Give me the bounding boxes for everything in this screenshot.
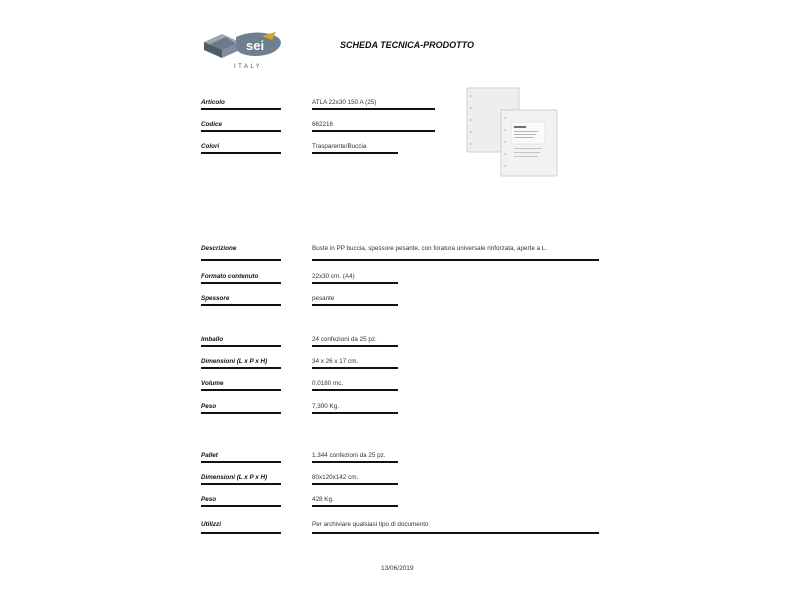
field-label-peso-imballo: Peso — [201, 403, 217, 410]
field-value-colori: Trasparente/Buccia — [312, 143, 367, 150]
field-label-underline — [201, 259, 281, 261]
field-value-spessore: pesante — [312, 295, 335, 302]
field-label-codice: Codice — [201, 121, 222, 128]
field-value-peso-imballo: 7,300 Kg. — [312, 403, 339, 410]
logo-brand-text: sei — [246, 38, 265, 53]
field-value-dimensioni-pallet: 80x120x142 cm. — [312, 474, 359, 481]
field-value-underline — [312, 304, 398, 306]
field-value-pallet: 1.344 confezioni da 25 pz. — [312, 452, 386, 459]
field-value-underline — [312, 259, 599, 261]
field-value-underline — [312, 108, 435, 110]
field-label-formato-contenuto: Formato contenuto — [201, 273, 259, 280]
field-label-underline — [201, 483, 281, 485]
footer-date: 13/06/2019 — [381, 565, 414, 572]
field-value-codice: 662216 — [312, 121, 334, 128]
field-label-underline — [201, 130, 281, 132]
product-image — [465, 86, 560, 180]
field-label-underline — [201, 505, 281, 507]
field-value-peso-pallet: 428 Kg. — [312, 496, 334, 503]
field-label-underline — [201, 412, 281, 414]
field-value-underline — [312, 367, 398, 369]
field-label-dimensioni-pallet: Dimensioni (L x P x H) — [201, 474, 268, 481]
logo-subtext: ITALY — [234, 64, 263, 70]
field-value-underline — [312, 532, 599, 534]
field-value-utilizzi: Per archiviare qualsiasi tipo di documento — [312, 521, 429, 528]
field-label-underline — [201, 152, 281, 154]
field-label-descrizione: Descrizione — [201, 245, 237, 252]
field-value-formato-contenuto: 22x30 cm. (A4) — [312, 273, 355, 280]
field-value-underline — [312, 282, 398, 284]
field-label-spessore: Spessore — [201, 295, 230, 302]
field-value-underline — [312, 389, 398, 391]
field-value-underline — [312, 483, 398, 485]
field-value-imballo: 24 confezioni da 25 pz. — [312, 336, 377, 343]
document-title: SCHEDA TECNICA-PRODOTTO — [340, 40, 475, 50]
field-label-peso-pallet: Peso — [201, 496, 217, 503]
field-label-underline — [201, 461, 281, 463]
field-label-imballo: Imballo — [201, 336, 224, 343]
field-value-volume: 0,0180 mc. — [312, 380, 344, 387]
field-label-underline — [201, 304, 281, 306]
field-label-volume: Volume — [201, 380, 224, 387]
field-value-articolo: ATLA 22x30 150 A (25) — [312, 99, 377, 106]
field-value-underline — [312, 412, 398, 414]
field-value-descrizione: Buste in PP buccia, spessore pesante, con foratura universale rinforzata, aperte a L. — [312, 245, 548, 252]
field-label-underline — [201, 108, 281, 110]
field-label-underline — [201, 532, 281, 534]
field-label-underline — [201, 345, 281, 347]
field-label-underline — [201, 367, 281, 369]
field-label-underline — [201, 282, 281, 284]
field-value-dimensioni-imballo: 34 x 26 x 17 cm. — [312, 358, 359, 365]
field-label-utilizzi: Utilizzi — [201, 521, 221, 528]
field-value-underline — [312, 345, 398, 347]
field-label-articolo: Articolo — [201, 99, 225, 106]
field-value-underline — [312, 130, 435, 132]
field-label-pallet: Pallet — [201, 452, 218, 459]
field-label-colori: Colori — [201, 143, 220, 150]
field-label-dimensioni-imballo: Dimensioni (L x P x H) — [201, 358, 268, 365]
field-value-underline — [312, 152, 398, 154]
field-value-underline — [312, 461, 398, 463]
field-label-underline — [201, 389, 281, 391]
field-value-underline — [312, 505, 398, 507]
